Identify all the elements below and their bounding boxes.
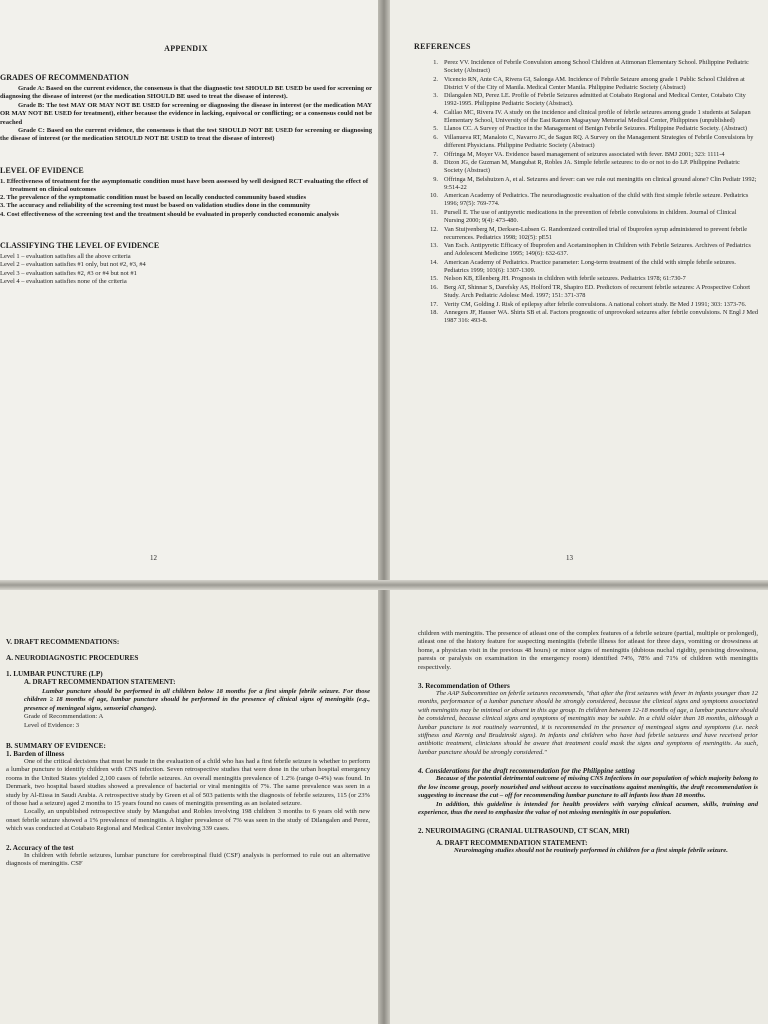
classifying-list (0, 253, 372, 287)
page-number: 12 (150, 554, 157, 562)
reference-text: American Academy of Pediatrics. The neurodiagnostic evaluation of the child with first simple febrile seizure. Pediatrics 1996; 97(5): 769-774. (444, 192, 749, 208)
reference-item (414, 226, 758, 242)
item-heading: 1. LUMBAR PUNCTURE (LP) (6, 670, 103, 678)
grade-a-text: Grade A: Based on the current evidence, the consensus is that the diagnostic test SHOULD BE USED be used for screening or diagnosing the disease of interest (or the medication SHOULD BE used to treat the disease of interest). (0, 85, 372, 101)
references-list (414, 59, 758, 325)
statement-text: Neuroimaging studies should not be routinely performed in children for a first simple febrile seizure. (454, 847, 728, 855)
reference-text: Offringa M, Belshuizen A, et al. Seizures and fever: can we rule out meningitis on clinical ground alone? Clin Pediatr 1992; 9:514-22 (444, 175, 757, 191)
section-heading: V. DRAFT RECOMMENDATIONS: (6, 638, 120, 646)
list-item: Level 2 – evaluation satisfies #1 only, but not #2, #3, #4 (0, 261, 146, 269)
reference-text: Offringa M, Moyer VA. Evidence based management of seizures associated with fever. BMJ 2001; 323: 1111-4 (444, 150, 725, 158)
reference-item (414, 309, 758, 325)
reference-number: 7. (433, 150, 438, 158)
subsection-heading: A. NEURODIAGNOSTIC PROCEDURES (6, 654, 139, 662)
level-heading: LEVEL OF EVIDENCE (0, 165, 84, 175)
reference-number: 9. (433, 175, 438, 183)
reference-item (414, 176, 758, 192)
page-draft-recommendations (0, 590, 378, 1024)
reference-text: Villanueva RT, Manaloto C, Navarro JC, de Sagun RQ. A Survey on the Management Strategies of Febrile Convulsions by different Physicians. Philippine Pediatric Society (Abstract) (444, 133, 754, 149)
reference-item (414, 59, 758, 75)
reference-number: 18. (430, 309, 438, 317)
reference-item (414, 92, 758, 108)
reference-text: American Academy of Pediatrics. Practice parameter: Long-term treatment of the child with simple febrile seizures. Pediatrics 1999; 103(6): 1307-1309. (444, 258, 736, 274)
reference-item (414, 125, 758, 133)
reference-item (414, 192, 758, 208)
reference-item (414, 259, 758, 275)
page-number: 13 (566, 554, 573, 562)
reference-number: 6. (433, 133, 438, 141)
level-item: 1. Effectiveness of treatment for the asymptomatic condition must have been assessed by well designed RCT evaluating the effect of treatment on clinical outcomes (0, 177, 369, 194)
reference-text: Pursell E. The use of antipyretic medications in the prevention of febrile convulsions in children. Journal of Clinical Nursing 2000; 9(4): 473-480. (444, 208, 737, 224)
reference-number: 14. (430, 258, 438, 266)
others-heading: 3. Recommendation of Others (418, 682, 510, 691)
reference-number: 8. (433, 159, 438, 167)
reference-number: 15. (430, 275, 438, 283)
burden-paragraph: Locally, an unpublished retrospective study by Mangubat and Robles involving 198 children 3 months to 6 years old with new onset febrile seizure showed a 1% prevalence of meningitis. A higher prevalence of 7% was seen in the study of Dilangalen and Perez, which was conducted at Cotabato Regional and Medical Center involving 339 cases. (6, 808, 370, 833)
reference-text: Dizon JG, de Guzman M, Mangubat R, Robles JA. Simple febrile seizures: to do or not to do LP. Philippine Pediatric Society (Abstract) (444, 159, 740, 175)
page-12-appendix (0, 0, 378, 580)
reference-text: Van Stuijvenberg M, Derksen-Lubsen G. Randomized controlled trial of Ibuprofen syrup administered to prevent febrile recurrences. Pediatrics 1998; 102(5): pE51 (444, 225, 748, 241)
level-item: 4. Cost effectiveness of the screening test and the treatment should be evaluated in properly conducted economic analysis (0, 210, 339, 218)
grades-heading: GRADES OF RECOMMENDATION (0, 73, 129, 82)
reference-text: Llanos CC. A Survey of Practice in the Management of Benign Febrile Seizures. Philippine Pediatric Society. (Abstract) (444, 125, 748, 133)
reference-number: 4. (433, 108, 438, 116)
summary-heading: B. SUMMARY OF EVIDENCE: (6, 742, 106, 751)
level-text: Level of Evidence: 3 (24, 721, 80, 729)
book-spine-fold (378, 0, 390, 1024)
reference-number: 12. (430, 225, 438, 233)
page-title: APPENDIX (164, 44, 208, 53)
reference-text: Dilangalen ND, Perez LE. Profile of Febrile Seizures admitted at Cotabato Regional and Medical Center, Cotabato City 1992-1995. Philippine Pediatric Society (Abstract). (444, 92, 746, 108)
grade-c-text: Grade C: Based on the current evidence, the consensus is that the test SHOULD NOT BE USED for screening or diagnosing the disease of interest (or the medication SHOULD NOT BE USED to treat the disease of interest) (0, 127, 372, 143)
considerations-paragraph: In addition, this guideline is intended for health providers with varying clinical acumen, skills, training and experience, thus the need to emphasize the value of not missing meningitis in our population. (418, 800, 758, 816)
others-paragraph: The AAP Subcommittee on febrile seizures recommends, "that after the first seizures with fever in infants younger than 12 months, performance of a lumbar puncture should be strongly considered, because the clinical signs and symptoms associated with meningitis may be minimal or absent in this age group. In children between 12-18 months of age, a lumbar puncture should be considered, because clinical signs and symptoms of meningitis may be subtle. In a child older than 18 months, although a lumbar puncture is not routinely warranted, it is recommended in the presence of meningeal signs and symptoms (i.e. neck stiffness and Kernig and Brudzinski signs). In infants and children who have had febrile seizures and have received prior antibiotic treatment, clinicians should be aware that treatment could mask the signs and symptoms of meningitis. As such, lumbar puncture should be strongly considered." (418, 690, 758, 756)
reference-number: 2. (433, 75, 438, 83)
reference-text: Berg AT, Shinnar S, Darefsky AS, Holford TR, Shapiro ED. Predictors of recurrent febrile seizures: A Prospective Cohort Study. Arch Pediatric Adolesc Med. 1997; 151: 371-378 (444, 283, 751, 299)
reference-item (414, 159, 758, 175)
reference-number: 3. (433, 92, 438, 100)
page-13-references (390, 0, 768, 580)
classifying-heading: CLASSIFYING THE LEVEL OF EVIDENCE (0, 240, 160, 250)
page-draft-recommendations-continued (390, 590, 768, 1024)
level-item: 3. The accuracy and reliability of the screening test must be based on validation studies done in the community (0, 202, 311, 210)
list-item: Level 3 – evaluation satisfies #2, #3 or #4 but not #1 (0, 269, 137, 277)
neuroimaging-heading: 2. NEUROIMAGING (CRANIAL ULTRASOUND, CT SCAN, MRI) (418, 827, 630, 836)
reference-item (414, 242, 758, 258)
level-item: 2. The prevalence of the symptomatic condition must be based on locally conducted community based studies (0, 194, 307, 202)
statement-heading: A. DRAFT RECOMMENDATION STATEMENT: (436, 839, 588, 848)
reference-text: Verity CM, Golding J. Risk of epilepsy after febrile convulsions. A national cohort study. Br Med J 1991; 303: 1373-76. (444, 300, 747, 308)
list-item: Level 1 – evaluation satisfies all the above criteria (0, 252, 131, 260)
reference-text: Calilao MC, Rivera IV. A study on the incidence and clinical profile of febrile seizures among grade 1 students at Salapan Elementary School, University of the East Ramon Magsaysay Memorial Medical Center, Philippines (unpublished) (444, 108, 751, 124)
accuracy-paragraph: In children with febrile seizures, lumbar puncture for cerebrospinal fluid (CSF) analysis is performed to rule out an alternative diagnosis of meningitis. CSF (6, 851, 370, 868)
burden-heading: 1. Barden of illness (6, 750, 65, 759)
reference-number: 11. (430, 208, 438, 216)
reference-item (414, 134, 758, 150)
statement-heading: A. DRAFT RECOMMENDATION STATEMENT: (24, 678, 176, 686)
reference-item (414, 275, 758, 283)
reference-item (414, 109, 758, 125)
reference-text: Perez VV. Incidence of Febrile Convulsion among School Children at Atimonan Elementary School. Philippine Pediatric Society (Abstract) (444, 59, 749, 74)
reference-item (414, 76, 758, 92)
reference-number: 5. (433, 125, 438, 133)
continued-paragraph: children with meningitis. The presence of atleast one of the complex features of a febrile seizure (partial, multiple or prolonged), atleast one of the history feature for suspecting meningitis (febrile illness for atleast for three days, vomiting or drowsiness at home, a physician visit in the previous 48 hours) or minor signs of meningitis (dubious nuchal rigidity, persisting drowsiness, paresis or paralysis on examination in the emergency room) identified 74%, 78% and 71% of children with meningitis respectively. (418, 630, 758, 671)
statement-text: Lumbar puncture should be performed in all children below 18 months for a first simple febrile seizure. For those children ≥ 18 months of age, lumbar puncture should be performed in the presence of clinical signs of meningitis (e.g., presence of meningeal signs, sensorial changes). (24, 688, 370, 712)
reference-item (414, 209, 758, 225)
reference-text: Annegers JF, Hauser WA. Shirts SB et al. Factors prognostic of unprovoked seizures after febrile convulsions. N Engl J Med 1987 316: 493-8. (444, 309, 758, 325)
reference-number: 16. (430, 283, 438, 291)
page-separator (0, 580, 768, 590)
burden-paragraph: One of the critical decisions that must be made in the evaluation of a child who has had a first febrile seizure is whether to perform a lumbar puncture to identify children with CNS infection. Seven retrospective studies that were done in the urban hospital emergency rooms in the United States yielded 2,100 cases of febrile seizures. An overall meningitis prevalence of 1.2% (range 0-4%) was found. In Denmark, two hospital based studies showed a prevalence of bacterial or viral meningitis of 7%. The same prevalence was seen in a study by Al-Eissa in Saudi Arabia. A retrospective study by Green et al of 503 patients with the diagnosis of febrile seizures, 115 (or 23% of those had a seizure) aged 2 months to 15 years found no cases of meningitis presenting as an isolated seizure. (6, 758, 370, 808)
page-title: REFERENCES (414, 42, 471, 51)
reference-item (414, 151, 758, 159)
reference-number: 10. (430, 192, 438, 200)
reference-number: 17. (430, 300, 438, 308)
considerations-paragraph: Because of the potential detrimental outcome of missing CNS Infections in our population of which majority belong to the low income group, poorly nourished and without access to vaccinations against meningitis, the draft recommendation is suggesting to increase the cut – off for recommending lumbar puncture to all infants less than 18 months. (418, 775, 758, 800)
reference-number: 1. (433, 59, 438, 66)
reference-text: Nelson KB, Ellenberg JH. Prognosis in children with febrile seizures. Pediatrics 1978; 61:730-7 (444, 275, 686, 283)
list-item: Level 4 – evaluation satisfies none of the criteria (0, 278, 127, 286)
reference-number: 13. (430, 242, 438, 250)
considerations-heading: 4. Considerations for the draft recommendation for the Philippine setting (418, 767, 635, 776)
reference-item (414, 301, 758, 309)
reference-text: Vicencio RN, Ante CA, Rivera GI, Salonga AM. Incidence of Febrile Seizure among grade 1 Public School Children at District V of the City of Manila. Medical Center Manila. Philippine Pediatric Society (Abstract) (444, 75, 745, 91)
reference-text: Van Esch. Antipyretic Efficacy of Ibuprofen and Acetaminophen in Children with Febrile Seizures. Archives of Pediatrics and Adolescent Medicine 1995; 149(6): 632-637. (444, 242, 751, 258)
accuracy-heading: 2. Accuracy of the test (6, 843, 74, 852)
grade-b-text: Grade B: The test MAY OR MAY NOT BE USED for screening or diagnosing the disease in interest (or the medication MAY OR MAY NOT BE USED for treatment), either because the evidence in lacking, equivocal or conflicting; or a consensus could not be reached (0, 101, 372, 126)
grade-text: Grade of Recommendation: A (24, 713, 104, 721)
reference-item (414, 284, 758, 300)
